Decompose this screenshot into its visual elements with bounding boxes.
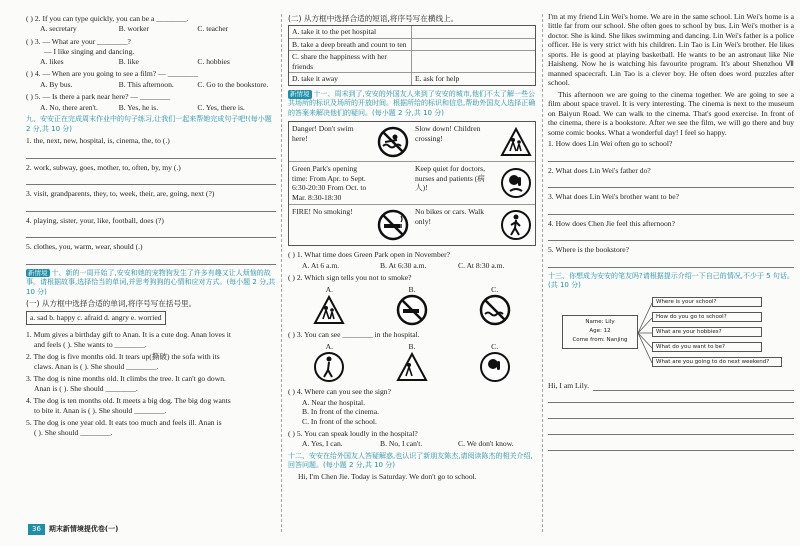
- mc-option[interactable]: A. No, there aren't.: [40, 102, 98, 112]
- answer-line[interactable]: [548, 256, 794, 268]
- phrase-item: C. share the happiness with her friends: [289, 51, 412, 73]
- sentence-words: 2. work, subway, goes, mother, to, often, by, my (.): [26, 162, 181, 172]
- story-item-answer: to bite it. Anan is ( ). She should ________.: [34, 406, 167, 416]
- mc-option[interactable]: C. teacher: [197, 24, 229, 34]
- section-10-title: 新情境 十、新的一周开始了,安安和她的宠物狗发生了许多有趣又让人烦恼的故事。请根据故事,选择恰当的单词,并思考狗狗的心情和应对方式。(每小题 2 分,共 10 分): [26, 268, 276, 296]
- answer-line[interactable]: [548, 150, 794, 162]
- story-item: 5. The dog is one year old. It eats too much and feels ill. Anan is: [26, 417, 222, 427]
- answer-line[interactable]: [26, 226, 276, 238]
- reading-question: 5. Where is the bookstore?: [548, 245, 630, 255]
- section-12-title: 十二、安安在给外国友人答疑解惑,也认识了新朋友陈杰,请阅读陈杰的相关介绍,回答问题。(每小题 2 分,共 10 分): [288, 451, 533, 470]
- answer-line[interactable]: [548, 229, 794, 241]
- story-item-answer: Anan is ( ). She should ________.: [34, 384, 138, 394]
- sign-text: Keep quiet for doctors, nurses and patients (病人)!: [412, 162, 497, 205]
- column-middle: [288, 12, 536, 483]
- question-3-options: A. B. C.: [288, 342, 536, 383]
- phrase-item: [412, 51, 535, 73]
- phrase-item: B. take a deep breath and count to ten: [289, 39, 412, 51]
- question-1: ( ) 1. What time does Green Park open in November?: [288, 250, 451, 260]
- mc-options: [26, 103, 276, 112]
- prompt-box: What are your hobbies?: [652, 327, 762, 338]
- answer-line[interactable]: [548, 176, 794, 188]
- mc-question: ( ) 5. — Is there a park near here? — ________: [26, 92, 171, 102]
- question-2: ( ) 2. Which sign tells you not to smoke?: [288, 273, 412, 283]
- sentence-words: 4. playing, sister, your, like, football, does (?): [26, 215, 164, 225]
- story-item: 2. The dog is five months old. It tears up(撕破) the sofa with its: [26, 351, 220, 361]
- sentence-order-list: [26, 136, 276, 264]
- story-paragraph: This afternoon we are going to the cinema together. We are going to see a film about space travel. It is very interesting. The cinema is next to the museum on Baiyun Road. We can walk to the cinema. That's good exercise. In front of the cinema, there is a bookstore. After we see the film, we will go there and buy some comic books. What a wonderful day! I feel so happy.: [548, 89, 794, 137]
- writing-line[interactable]: [548, 439, 794, 451]
- sign-text: Slow down! Children crossing!: [412, 122, 497, 162]
- mc-option[interactable]: B. like: [118, 56, 139, 66]
- reading-question: 4. How does Chen Jie feel this afternoon?: [548, 218, 675, 228]
- sentence-words: 5. clothes, you, warm, wear, should (.): [26, 242, 143, 252]
- story-item: 4. The dog is ten months old. It meets a big dog. The big dog wants: [26, 395, 231, 405]
- children-crossing-icon: [497, 122, 535, 162]
- sign-text: Green Park's opening time: From Apr. to Sept. 6:30-20:30 From Oct. to Mar. 8:30-18:30: [289, 162, 374, 205]
- story-item: 1. Mum gives a birthday gift to Anan. It is a cute dog. Anan loves it: [26, 329, 232, 339]
- no-swimming-icon: [479, 294, 511, 326]
- story-item-answer: and feels ( ). She wants to ________.: [34, 340, 147, 350]
- reading-questions: [548, 139, 794, 267]
- question-2-options: A. B. C.: [288, 285, 536, 326]
- story-item: 3. The dog is nine months old. It climbs the tree. It can't go down.: [26, 373, 226, 383]
- phrase-item: A. take it to the pet hospital: [289, 26, 412, 38]
- walk-only-icon: [497, 205, 535, 245]
- column-divider: [542, 14, 543, 532]
- sign-text: Danger! Don't swim here!: [289, 122, 374, 162]
- mc-answer-line: — I like singing and dancing.: [44, 47, 135, 57]
- multiple-choice-list: [26, 14, 276, 112]
- sentence-words: 1. the, next, new, hospital, is, cinema, the, to (.): [26, 136, 170, 146]
- mc-option[interactable]: B. Yes, he is.: [118, 102, 159, 112]
- question-5: ( ) 5. You can speak loudly in the hospital?: [288, 429, 418, 438]
- prompt-box: How do you go to school?: [652, 312, 762, 323]
- writing-line[interactable]: [548, 391, 794, 403]
- mc-option[interactable]: B. This afternoon.: [118, 79, 174, 89]
- section-10b-title: (二) 从方框中选择合适的短语,将序号写在横线上。: [288, 14, 459, 23]
- sentence-words: 3. visit, grandparents, they, to, week, their, are, going, next (?): [26, 189, 215, 199]
- mc-option[interactable]: A. likes: [40, 56, 64, 66]
- writing-line[interactable]: [548, 423, 794, 435]
- mc-option[interactable]: C. Go to the bookstore.: [197, 79, 269, 89]
- phrase-item: [412, 39, 535, 51]
- column-right: [548, 12, 794, 455]
- no-swimming-icon: [374, 122, 412, 162]
- writing-start: Hi, I am Lily.: [548, 381, 794, 391]
- mc-options: [26, 57, 276, 66]
- question-3: ( ) 3. You can see ________ in the hospital.: [288, 330, 420, 340]
- dog-story-list: [26, 330, 276, 438]
- new-situation-tag: 新情境: [290, 89, 310, 98]
- new-situation-tag: 新情境: [28, 268, 48, 277]
- reading-question: 1. How does Lin Wei often go to school?: [548, 139, 673, 149]
- question-1-options: A. At 6 a.m. B. At 6:30 a.m. C. At 8:30 a.m.: [302, 260, 505, 270]
- mc-options: [26, 80, 276, 89]
- mind-map: [548, 297, 794, 377]
- question-5-options: A. Yes, I can. B. No, I can't. C. We don't know.: [302, 439, 514, 449]
- quiet-icon: [479, 351, 511, 383]
- mc-options: [26, 24, 276, 33]
- column-divider: [281, 14, 282, 532]
- mc-option[interactable]: B. worker: [118, 24, 150, 34]
- mc-option[interactable]: A. By bus.: [40, 79, 73, 89]
- children-crossing-icon: [396, 351, 428, 383]
- phrase-item: E. ask for help: [415, 74, 460, 84]
- quiet-icon: [497, 162, 535, 205]
- writing-line[interactable]: [548, 407, 794, 419]
- story-start: Hi, I'm Chen Jie. Today is Saturday. We don't go to school.: [298, 471, 477, 481]
- sign-table: [288, 121, 536, 246]
- answer-line[interactable]: [548, 203, 794, 215]
- answer-line[interactable]: [26, 253, 276, 265]
- mc-option[interactable]: C. Yes, there is.: [197, 102, 245, 112]
- question-4: ( ) 4. Where can you see the sign?: [288, 387, 391, 397]
- sign-text: No bikes or cars. Walk only!: [415, 207, 485, 226]
- section-11-title: 新情境 十一、周末到了,安安的外国友人来到了安安的城市,他们不太了解一些公共场所的标识及场所的开放时间。根据所给的标识和信息,帮助外国友人选择正确的答案来解决他们的疑问。(每小题 2 分,共 10 分): [288, 89, 536, 117]
- question-4-options: A. Near the hospital. B. In front of the cinema. C. In front of the school.: [302, 397, 379, 426]
- answer-line[interactable]: [26, 200, 276, 212]
- walk-only-icon: [313, 351, 345, 383]
- paper-title: 期末新情境提优卷(一): [48, 525, 119, 533]
- mc-question: ( ) 3. — What are your ________?: [26, 36, 131, 46]
- prompt-box: What do you want to be?: [652, 342, 762, 353]
- answer-line[interactable]: [26, 147, 276, 159]
- phrase-box: [288, 25, 536, 85]
- no-smoking-icon: [396, 294, 428, 326]
- mc-option[interactable]: A. secretary: [40, 24, 77, 34]
- phrase-item: [412, 26, 535, 38]
- writing-line[interactable]: [593, 381, 794, 391]
- section-9-title: 九、安安正在完成周末作业中的句子练习,让我们一起来帮她完成句子吧!(每小题 2 分,共 10 分): [26, 115, 272, 133]
- mc-question: ( ) 4. — When are you going to see a film? — ________: [26, 69, 198, 79]
- prompt-box: Where is your school?: [652, 297, 762, 308]
- empty-cell: [374, 162, 412, 205]
- column-left: [26, 12, 276, 440]
- phrase-item: D. take it away: [289, 73, 412, 84]
- story-item-answer: ( ). She should ________.: [34, 428, 113, 438]
- page-number: 36: [28, 524, 45, 535]
- story-item-answer: claws. Anan is ( ). She should ________.: [34, 362, 159, 372]
- mc-question: ( ) 2. If you can type quickly, you can be a ________.: [26, 14, 189, 23]
- story-paragraph: I'm at my friend Lin Wei's home. We are in the same school. Lin Wei's home is a little far from our school. She often goes to school by bus. Lin Wei's mother is a doctor. She is kind. She likes swimming and dancing. Lin Wei's father is a police officer. He is very strict with his children. Lin Tao is Lin Wei's brother. He likes sports. He is good at playing basketball. He wants to be an astronaut like Nie Haisheng. Now he is watching his favourite program. It's about Shenzhou Ⅶ manned spacecraft. Lin Tao is a clever boy. He often does word puzzles after school.: [548, 12, 794, 88]
- section-10-sub: (一) 从方框中选择合适的单词,将序号写在括号里。: [26, 298, 197, 308]
- children-crossing-icon: [313, 294, 345, 326]
- page-footer: [28, 524, 118, 535]
- reading-question: 3. What does Lin Wei's brother want to be?: [548, 192, 680, 202]
- word-box: a. sad b. happy c. afraid d. angry e. worried: [26, 311, 166, 324]
- section-13-title: 十三、你想成为安安的笔友吗?请根据提示介绍一下自己的情况,不少于 5 句话。(共 10 分): [548, 271, 794, 290]
- no-smoking-icon: [374, 205, 412, 245]
- sign-text: FIRE! No smoking!: [292, 207, 353, 217]
- mc-option[interactable]: C. hobbies: [197, 56, 230, 66]
- prompt-box: What are you going to do next weekend?: [652, 357, 782, 368]
- answer-line[interactable]: [26, 173, 276, 185]
- reading-question: 2. What does Lin Wei's father do?: [548, 165, 651, 175]
- lily-profile-box: Name: Lily Age: 12 Come from: Nanjing: [562, 315, 638, 349]
